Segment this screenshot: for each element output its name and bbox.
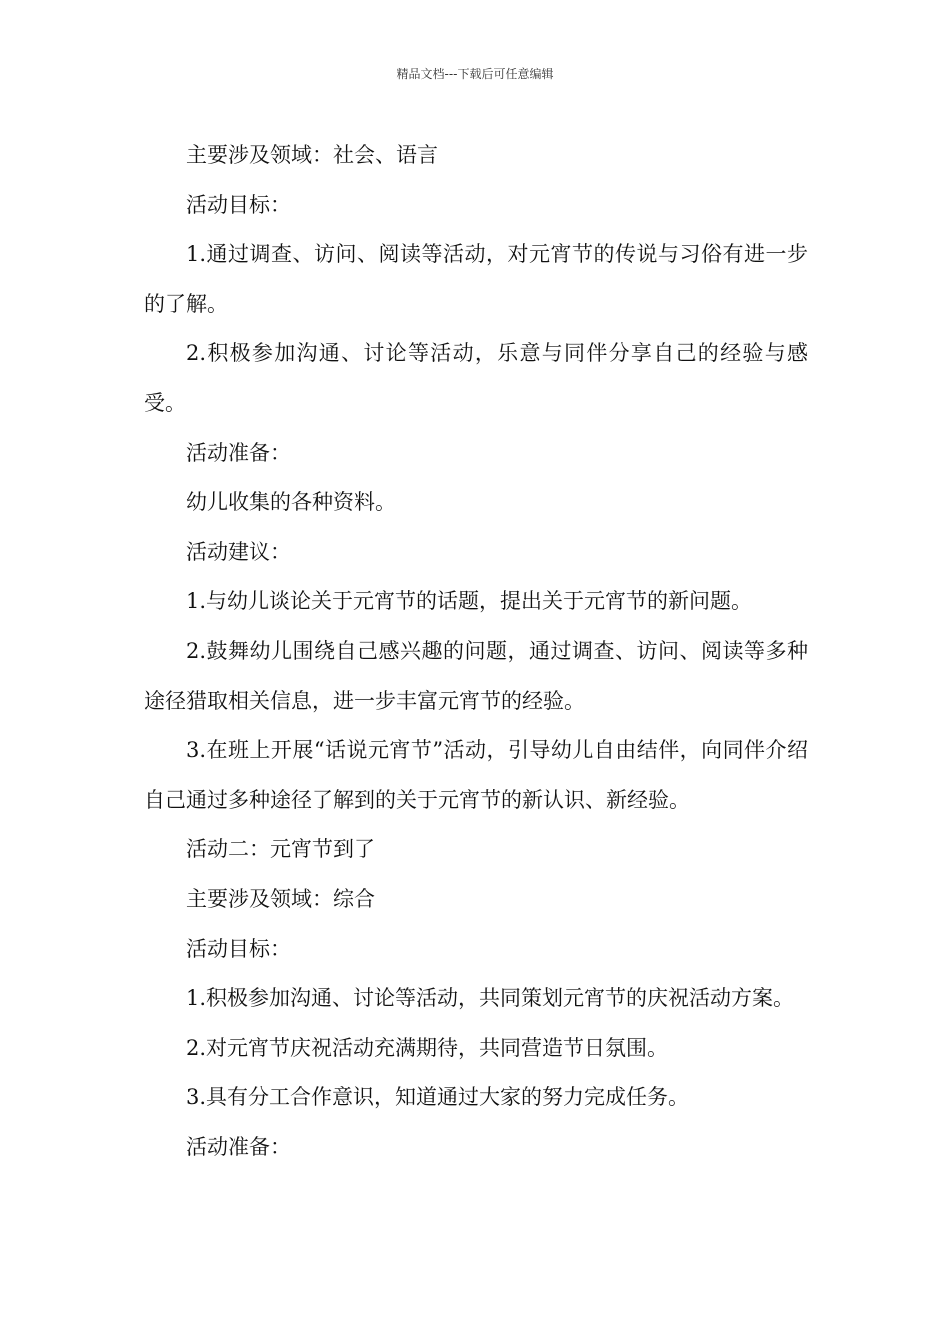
activity-two-title: 活动二：元宵节到了: [186, 837, 375, 862]
suggestion-item-3: 3.在班上开展“话说元宵节”活动，引导幼儿自由结伴，向同伴介绍自己通过多种途径了解到的关于元宵节的新认识、新经验。: [144, 738, 808, 812]
section-heading-goals-2: 活动目标：: [186, 936, 291, 961]
goal-item-3: 1.积极参加沟通、讨论等活动，共同策划元宵节的庆祝活动方案。: [186, 986, 795, 1011]
section-heading-goals-1: 活动目标：: [186, 192, 291, 217]
section-heading-suggestions: 活动建议：: [186, 539, 291, 564]
domain-line-1: 主要涉及领域：社会、语言: [186, 143, 438, 167]
domain-line-2: 主要涉及领域：综合: [186, 886, 375, 911]
page-header: 精品文档---下载后可任意编辑: [396, 67, 554, 81]
document-body: [144, 131, 808, 1172]
goal-item-1: 1.通过调查、访问、阅读等活动，对元宵节的传说与习俗有进一步的了解。: [144, 242, 808, 316]
goal-item-4: 2.对元宵节庆祝活动充满期待，共同营造节日氛围。: [186, 1035, 669, 1060]
preparation-text-1: 幼儿收集的各种资料。: [186, 490, 396, 515]
suggestion-item-1: 1.与幼儿谈论关于元宵节的话题，提出关于元宵节的新问题。: [186, 589, 753, 614]
goal-item-5: 3.具有分工合作意识，知道通过大家的努力完成任务。: [186, 1085, 690, 1110]
goal-item-2: 2.积极参加沟通、讨论等活动，乐意与同伴分享自己的经验与感受。: [144, 341, 808, 415]
section-heading-preparation-1: 活动准备：: [186, 440, 291, 465]
suggestion-item-2: 2.鼓舞幼儿围绕自己感兴趣的问题，通过调查、访问、阅读等多种途径猎取相关信息，进一步丰富元宵节的经验。: [144, 638, 808, 713]
section-heading-preparation-2: 活动准备：: [186, 1134, 291, 1159]
